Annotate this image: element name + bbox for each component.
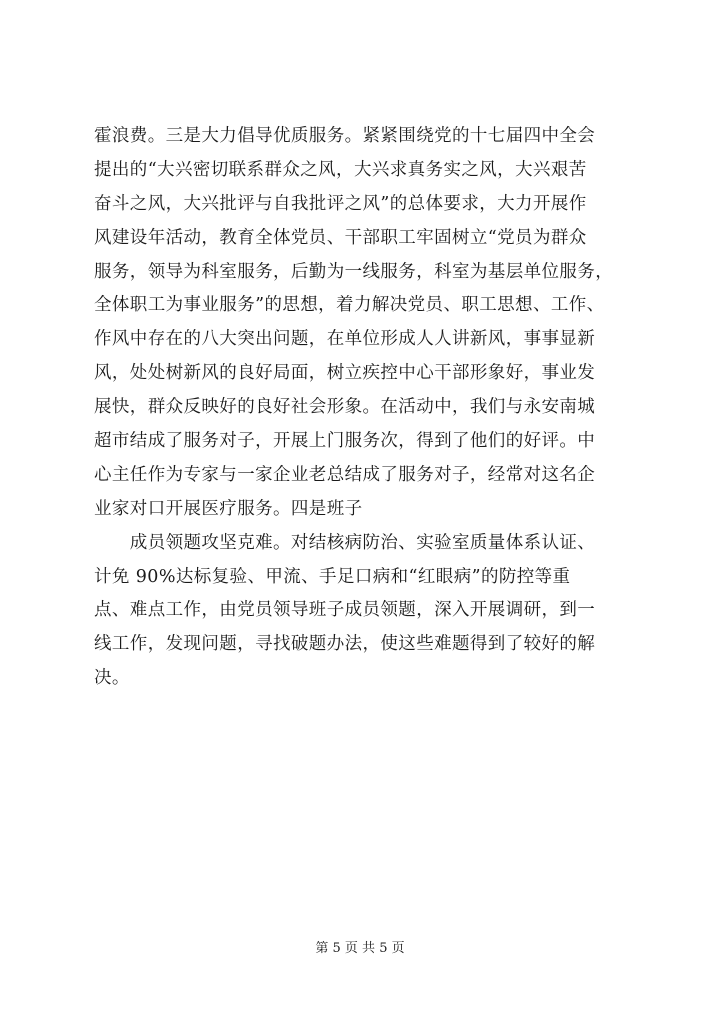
text-line: 业家对口开展医疗服务。四是班子 xyxy=(94,498,363,519)
text-line: 霍浪费。三是大力倡导优质服务。紧紧围绕党的十七届四中全会 xyxy=(94,126,596,146)
text-line: 风建设年活动，教育全体党员、干部职工牢固树立“党员为群众 xyxy=(94,227,587,248)
text-line: 奋斗之风，大兴批评与自我批评之风”的总体要求，大力开展作 xyxy=(94,193,587,214)
text-line: 线工作，发现问题，寻找破题办法，使这些难题得到了较好的解 xyxy=(94,634,596,655)
text-line: 风，处处树新风的良好局面，树立疾控中心干部形象好，事业发 xyxy=(94,363,596,384)
text-line: 点、难点工作，由党员领导班子成员领题，深入开展调研，到一 xyxy=(94,600,596,621)
text-line: 全体职工为事业服务”的思想，着力解决党员、职工思想、工作、 xyxy=(94,295,605,316)
text-line: 作风中存在的八大突出问题，在单位形成人人讲新风，事事显新 xyxy=(94,329,596,350)
text-line: 服务，领导为科室服务，后勤为一线服务，科室为基层单位服务， xyxy=(94,261,614,282)
page-number-footer: 第 5 页 共 5 页 xyxy=(315,941,405,956)
text-line: 决。 xyxy=(94,668,130,689)
text-line: 心主任作为专家与一家企业老总结成了服务对子，经常对这名企 xyxy=(94,464,596,485)
text-line: 展快，群众反映好的良好社会形象。在活动中，我们与永安南城 xyxy=(94,397,596,418)
body-text xyxy=(94,120,634,696)
text-line: 计免 90%达标复验、甲流、手足口病和“红眼病”的防控等重 xyxy=(94,566,571,587)
text-line: 超市结成了服务对子，开展上门服务次，得到了他们的好评。中 xyxy=(94,431,596,452)
text-line: 成员领题攻坚克难。对结核病防治、实验室质量体系认证、 xyxy=(94,532,596,553)
text-line: 提出的“大兴密切联系群众之风，大兴求真务实之风，大兴艰苦 xyxy=(94,159,587,180)
